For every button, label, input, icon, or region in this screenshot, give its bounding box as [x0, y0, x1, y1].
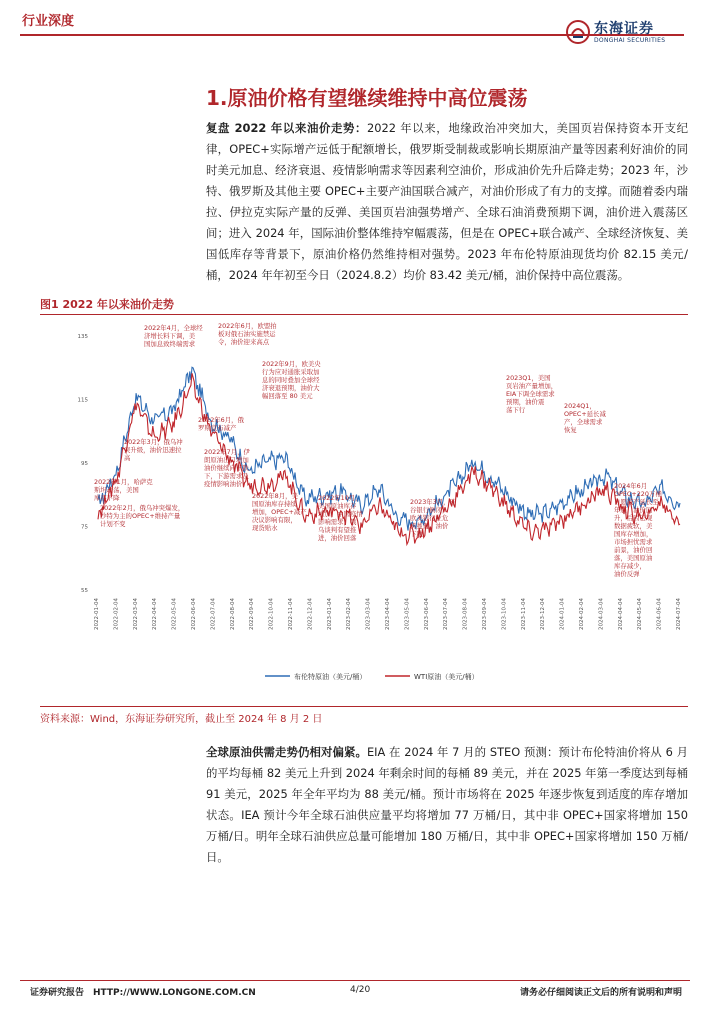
annotation-line: EIA下调全球需求	[506, 390, 555, 398]
annotation-line: 息的同时叠加全球经	[262, 376, 320, 384]
legend-wti-label: WTI原油（美元/桶）	[414, 673, 479, 681]
x-tick-label: 2023-01-04	[326, 598, 333, 630]
x-tick-label: 2022-02-04	[113, 598, 120, 630]
annotation-line: 幅回落至 80 美元	[262, 392, 313, 400]
annotation-line: 恢复	[564, 426, 577, 434]
annotation-line: 荡下行	[506, 406, 526, 414]
annotation-line: 罗斯宣布减产	[198, 424, 237, 432]
chart-annotation	[218, 321, 277, 346]
paragraph-review-body: 2022 年以来，地缘政治冲突加大，美国页岩保持资本开支纪律，OPEC+实际增产远低于配额增长，俄罗斯受制裁或影响长期原油产量等因素利好油价的同时美元加息、经济衰退、疫情影响需求等因素利空油价，形成油价先升后降走势；2023 年，沙特、俄罗斯及其他主要 OPEC+主要产油国联合减产，对油价形成了有力的支撑。而随着委内瑞拉、伊拉克实际产量的反弹、美国页岩油强势增产、全球石油消费预期下调，油价进入震荡区间；进入 2024 年，国际油价整体维持窄幅震荡，但是在 OPEC+联合减产、全球经济恢复、美国低库存等背景下，原油价格仍然维持相对强势。2023 年布伦特原油现货均价 82.15 美元/桶，2024 年年初至今日（2024.8.2）均价 83.42 美元/桶，油价保持中高位震荡。	[206, 121, 688, 282]
x-tick-label: 2022-08-04	[229, 598, 236, 630]
y-axis-ticks	[78, 334, 89, 594]
annotation-line: 2022年9月，欧美央	[262, 360, 321, 368]
x-tick-label: 2024-06-04	[656, 598, 663, 630]
legend	[265, 672, 479, 681]
annotation-line: 2022年7月，伊	[204, 448, 250, 456]
x-tick-label: 2023-04-04	[385, 598, 391, 630]
x-tick-label: 2024-07-04	[676, 598, 682, 630]
paragraph-supply-body: EIA 在 2024 年 7 月的 STEO 预测：预计布伦特油价将从 6 月的平均每桶 82 美元上升到 2024 年剩余时间的每桶 89 美元，并在 2025 年第一季度达到每桶 91 美元，2025 年全年平均为 88 美元/桶。预计市场将在 2025 年逐步恢复到适度的库存增加状态。IEA 预计今年全球石油供应量平均将增加 77 万桶/日，其中非 OPEC+国家将增加 150 万桶/日。明年全球石油供应总量可能增加 180 万桶/日，其中非 OPEC+国家将增加 150 万桶/日。	[206, 745, 688, 864]
annotation-line: 突升级，油价迅速拉	[124, 446, 182, 454]
figure-title: 图1 2022 年以来油价走势	[40, 298, 174, 311]
chart-annotation	[564, 402, 607, 434]
chart-annotation	[94, 477, 153, 502]
annotation-line: 乌谈判有望推	[318, 526, 357, 534]
annotation-line: 2023Q1，美国	[506, 374, 551, 382]
annotation-line: 2022年6月，欧盟拍	[218, 322, 277, 330]
annotation-line: 济衰退预期，油价大	[262, 384, 320, 392]
annotation-line: 下，下游需求及	[204, 472, 249, 480]
annotation-line: 库存下降	[94, 494, 120, 502]
x-tick-label: 2022-12-04	[307, 598, 314, 630]
annotation-line: 预期，油价震	[506, 398, 545, 406]
annotation-line: 2024Q1，	[564, 402, 596, 410]
series-lines	[98, 367, 680, 544]
footer-disclaimer: 请务必仔细阅读正文后的所有说明和声明	[520, 988, 683, 998]
source-rule	[40, 706, 688, 707]
y-tick-label: 115	[77, 397, 88, 404]
paragraph-review	[206, 118, 688, 286]
annotation-line: 2022年2月，俄乌冲突爆发，	[100, 504, 185, 512]
annotation-line: 自愿减产延长至	[614, 498, 659, 506]
chart-annotation	[410, 497, 457, 538]
y-tick-label: 135	[77, 334, 88, 340]
x-tick-label: 2023-09-04	[482, 598, 488, 630]
x-tick-label: 2024-05-04	[637, 598, 644, 630]
annotation-line: 2022年6月，俄	[198, 416, 244, 424]
paragraph-supply	[206, 742, 688, 868]
annotation-line: 谷银行倒闭，	[410, 506, 449, 514]
annotation-line: 油价继续向下跌	[204, 464, 249, 472]
x-tick-label: 2023-06-04	[423, 598, 430, 630]
annotation-line: 2024年6月	[614, 482, 648, 490]
annotation-line: 朗原油出口增加	[204, 456, 249, 464]
annotation-line: 决议影响有限，	[252, 516, 297, 524]
annotation-line: 产，全球需求	[564, 418, 603, 426]
x-tick-label: 2022-07-04	[210, 598, 217, 630]
y-tick-label: 55	[81, 588, 88, 594]
x-tick-label: 2023-11-04	[520, 598, 527, 630]
annotation-line: 库存减少，	[614, 562, 646, 570]
x-tick-label: 2022-01-04	[94, 598, 100, 630]
annotation-line: 2022年1月，哈萨克	[94, 478, 153, 486]
annotation-line: 现货贴水	[252, 524, 278, 532]
annotation-line: 升，后因宏观	[614, 514, 653, 522]
annotation-line: 进，油价回落	[318, 534, 357, 542]
logo-subtext: DONGHAI SECURITIES	[594, 37, 666, 44]
x-tick-label: 2024-04-04	[617, 598, 624, 630]
annotation-line: 国原油库存持续	[252, 500, 297, 508]
footer-website[interactable]: 证券研究报告 HTTP://WWW.LONGONE.COM.CN	[30, 988, 256, 998]
y-tick-label: 95	[81, 461, 88, 467]
series-brent-line	[98, 367, 680, 530]
annotation-line: 2022年8月，美	[252, 492, 298, 500]
figure-source: 资料来源：Wind，东海证券研究所，截止至 2024 年 8 月 2 日	[40, 714, 323, 725]
chart-annotation	[144, 323, 203, 348]
x-tick-label: 2022-03-04	[132, 598, 139, 630]
legend-brent-label: 布伦特原油（美元/桶）	[294, 673, 367, 681]
chart-annotation	[614, 481, 662, 578]
annotation-line: 美国原油库存	[318, 502, 357, 510]
annotation-line: 增加，中国疫情	[318, 510, 363, 518]
annotation-line: 国库存增加，	[614, 530, 653, 538]
annotation-line: 欧美银行业危	[410, 514, 449, 522]
paragraph-review-lead: 复盘 2022 年以来油价走势：	[206, 121, 368, 135]
annotation-line: 济增长料下调，美	[144, 332, 196, 340]
annotation-line: 机蔓延，油价	[410, 522, 449, 530]
x-tick-label: 2024-02-04	[579, 598, 585, 630]
x-tick-label: 2022-09-04	[249, 598, 256, 630]
section-title: 1.原油价格有望继续维持中高位震荡	[206, 86, 528, 110]
x-tick-label: 2023-08-04	[462, 598, 469, 630]
annotation-line: 增加，OPEC+减产	[252, 508, 307, 516]
x-axis-ticks	[94, 598, 682, 630]
annotation-line: 落，美国原油	[614, 554, 653, 562]
footer-page-number: 4/20	[350, 985, 371, 995]
x-tick-label: 2023-07-04	[443, 598, 450, 630]
chart-annotation	[318, 493, 363, 542]
annotation-line: OPEC+220万桶	[614, 490, 662, 498]
x-tick-label: 2022-04-04	[152, 598, 159, 630]
x-tick-label: 2024-01-04	[559, 598, 566, 630]
series-wti-line	[98, 373, 680, 544]
annotation-line: 数据疲软，美	[614, 522, 653, 530]
chart-annotation	[252, 491, 307, 532]
annotation-line: 市场担忧需求	[614, 538, 653, 546]
chart-annotation	[124, 437, 183, 462]
annotation-line: 影响需求，俄	[318, 518, 357, 526]
annotations	[94, 321, 662, 578]
chart-annotation	[262, 359, 321, 400]
y-tick-label: 75	[81, 524, 88, 531]
annotation-line: 2023年3月，硅	[410, 498, 456, 506]
annotation-line: 页岩油产量增加，	[506, 382, 558, 390]
annotation-line: 油价反弹	[614, 570, 640, 578]
annotation-line: 疫情影响油价	[204, 480, 243, 488]
annotation-line: 令，油价迎来高点	[218, 338, 270, 346]
chart-annotation	[198, 415, 245, 432]
logo-text: 东海证券	[594, 21, 654, 37]
annotation-line: 2022年4月，全球经	[144, 324, 203, 332]
oil-price-chart	[40, 318, 688, 688]
annotation-line: 板对俄石油实施禁运	[218, 330, 276, 338]
paragraph-supply-lead: 全球原油供需走势仍相对偏紧。	[206, 745, 367, 759]
x-tick-label: 2023-05-04	[404, 598, 411, 630]
x-tick-label: 2023-03-04	[365, 598, 372, 630]
x-tick-label: 2022-11-04	[288, 598, 294, 630]
x-tick-label: 2023-02-04	[346, 598, 353, 630]
donghai-logo-icon	[566, 20, 590, 44]
annotation-line: 行为应对通胀采取加	[262, 368, 320, 376]
annotation-line: 国加息致终端需求	[144, 340, 196, 348]
annotation-line: 计划不变	[100, 520, 126, 528]
figure-title-rule	[40, 314, 688, 315]
annotation-line: 沙特为主的OPEC+维持产量	[100, 512, 181, 520]
annotation-line: 2022年3月，俄乌冲	[124, 438, 183, 446]
x-tick-label: 2022-06-04	[191, 598, 197, 630]
x-tick-label: 2023-12-04	[540, 598, 547, 630]
chart-annotation	[506, 373, 557, 414]
x-tick-label: 2024-03-04	[598, 598, 605, 630]
annotation-line: 斯坦动荡，美国	[94, 486, 139, 494]
annotation-line: 下跌	[410, 530, 423, 538]
chart-annotation	[100, 503, 184, 528]
annotation-line: 高	[124, 454, 131, 462]
x-tick-label: 2022-10-04	[268, 598, 275, 630]
footer-rule	[20, 980, 690, 981]
annotation-line: 2022年10月，	[318, 494, 362, 502]
annotation-line: OPEC+延长减	[564, 410, 606, 418]
header-tag: 行业深度	[22, 14, 75, 29]
x-tick-label: 2022-05-04	[171, 598, 178, 630]
annotation-line: 年底，油价回	[614, 506, 653, 514]
x-tick-label: 2023-10-04	[501, 598, 508, 630]
annotation-line: 前景，油价回	[614, 546, 653, 554]
